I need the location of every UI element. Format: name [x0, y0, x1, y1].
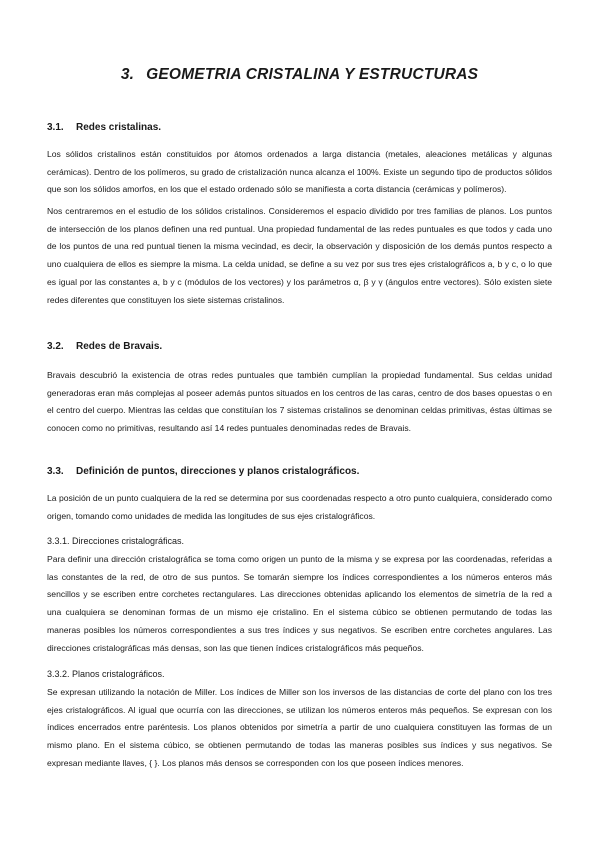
- section-title: Redes de Bravais.: [76, 341, 163, 352]
- subsection-heading-direcciones: 3.3.1. Direcciones cristalográficas.: [47, 536, 185, 546]
- chapter-heading: [0, 66, 599, 84]
- chapter-title: GEOMETRIA CRISTALINA Y ESTRUCTURAS: [146, 66, 479, 83]
- paragraph-direcciones: Para definir una dirección cristalográfica se toma como origen un punto de la misma y se expresa por las coordenadas, referidas a las constantes de la red, de otro de sus puntos. Se tomarán siempre los índices correspondientes a los números enteros más sencillos y se escriben entre corchetes rectangulares. Las direcciones obtenidas aplicando los elementos de simetría de la red a una cualquiera se denominan formas de un mismo eje cristalino. En el sistema cúbico se obtienen permutando de todas las maneras posibles los números correspondientes a sus tres índices y sus negativos. Se escriben entre corchetes angulares. Las direcciones cristalográficas más densas, son las que tienen índices cristalográficos más pequeños.: [47, 554, 552, 653]
- section-heading-3-1: [47, 122, 161, 133]
- section-heading-3-3: [47, 466, 359, 477]
- section-number: 3.3.: [47, 466, 64, 477]
- paragraph-posicion-punto: La posición de un punto cualquiera de la red se determina por sus coordenadas respecto a otro punto cualquiera, considerado como origen, tomando como unidades de medida las longitudes de sus ejes cristalográficos.: [47, 493, 552, 521]
- section-number: 3.2.: [47, 341, 64, 352]
- paragraph-redes-puntuales: Nos centraremos en el estudio de los sólidos cristalinos. Consideremos el espacio dividido por tres familias de planos. Los puntos de intersección de los planos definen una red puntual. Una propiedad fundamental de las redes puntuales es que todos y cada uno de los puntos de una red puntual tienen la misma vecindad, es decir, la observación y disposición de los demás puntos respecto a uno cualquiera de ellos es siempre la misma. La celda unidad, se define a su vez por sus tres ejes cristalográficos a, b y c, o lo que es igual por las constantes a, b y c (módulos de los vectores) y los parámetros α, β y γ (ángulos entre vectores). Sólo existen siete redes diferentes que constituyen los siete sistemas cristalinos.: [47, 206, 552, 305]
- section-title: Redes cristalinas.: [76, 122, 162, 133]
- section-heading-3-2: [47, 341, 162, 352]
- paragraph-planos: Se expresan utilizando la notación de Miller. Los índices de Miller son los inversos de las distancias de corte del plano con los tres ejes cristalográficos. Al igual que ocurría con las direcciones, se utilizan los números enteros más pequeños. Se expresan con los índices encerrados entre paréntesis. Los planos obtenidos por simetría a partir de uno cualquiera constituyen las formas de un mismo plano. En el sistema cúbico, se obtienen permutando de todas las maneras posibles sus índices y sus negativos. Se expresan mediante llaves, { }. Los planos más densos se corresponden con los que poseen índices menores.: [47, 687, 552, 768]
- section-number: 3.1.: [47, 122, 64, 133]
- section-title: Definición de puntos, direcciones y planos cristalográficos.: [76, 466, 360, 477]
- chapter-number: 3.: [120, 66, 135, 83]
- subsection-heading-planos: 3.3.2. Planos cristalográficos.: [47, 669, 165, 679]
- paragraph-bravais: Bravais descubrió la existencia de otras redes puntuales que también cumplían la propiedad fundamental. Sus celdas unidad generadoras eran más complejas al poseer además puntos situados en los centros de las caras, centro de dos bases opuestas o en el centro del cuerpo. Mientras las celdas que constituían los 7 sistemas cristalinos se denominan celdas primitivas, éstas últimas se conocen como no primitivas, resultando así 14 redes puntuales denominadas redes de Bravais.: [47, 370, 552, 434]
- paragraph-solidos-cristalinos: Los sólidos cristalinos están constituidos por átomos ordenados a larga distancia (metales, aleaciones metálicas y algunas cerámicas). Dentro de los polímeros, su grado de cristalización nunca alcanza el 100%. Existe un segundo tipo de productos sólidos que son los sólidos amorfos, en los que el estado ordenado sólo se manifiesta a corta distancia (cerámicas y polímeros).: [47, 149, 552, 195]
